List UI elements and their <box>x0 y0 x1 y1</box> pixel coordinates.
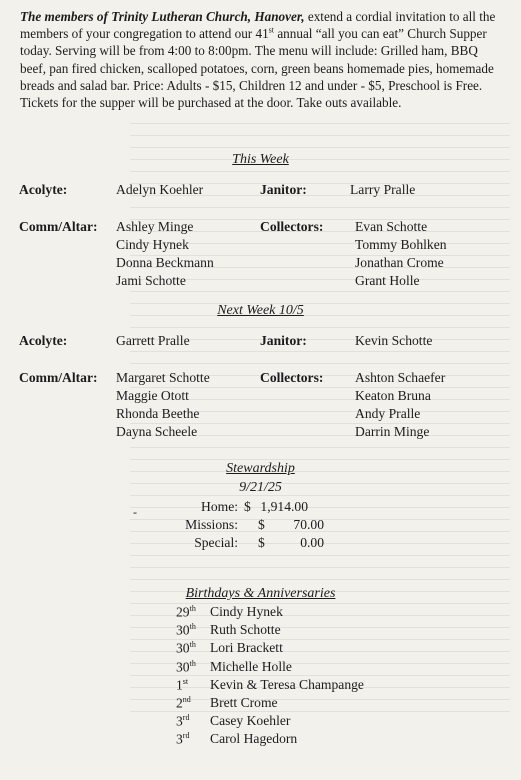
list-item: Grant Holle <box>355 273 420 288</box>
acolyte-label: Acolyte: <box>19 182 68 197</box>
currency-symbol: $ <box>258 517 265 532</box>
list-item: Donna Beckmann <box>116 255 214 270</box>
stewardship-amount: 0.00 <box>300 535 324 550</box>
this-week-heading: This Week <box>232 152 289 167</box>
janitor-label: Janitor: <box>260 182 307 197</box>
list-item: Cindy Hynek <box>116 237 189 252</box>
invitation-lead: The members of Trinity Lutheran Church, Hanover, <box>20 9 305 24</box>
invitation-text-b: annual “all you can eat” Church Supper today. Serving will be from 4:00 to 8:00pm. The menu will include: Grilled ham, BBQ beef, pan fired chicken, scalloped potatoes, corn, green beans homemade pies, homemade breads and salad bar. Price: Adults - $15, Children 12 and under - $5, Preschool is Free. Tickets for the supper will be purchased at the door. Take outs available. <box>20 26 494 111</box>
comm-altar-list <box>116 369 210 441</box>
day-number: 2nd <box>176 694 191 711</box>
stewardship-label: Special: <box>194 535 238 550</box>
comm-altar-label: Comm/Altar: <box>19 219 98 234</box>
acolyte-name: Garrett Pralle <box>116 333 190 348</box>
collectors-label: Collectors: <box>260 370 324 385</box>
list-item: Ashley Minge <box>116 219 194 234</box>
currency-symbol: $ <box>258 535 265 550</box>
list-item: Margaret Schotte <box>116 370 210 385</box>
person-name: Brett Crome <box>210 694 278 710</box>
acolyte-label: Acolyte: <box>19 333 68 348</box>
next-week-heading: Next Week 10/5 <box>217 303 304 318</box>
acolyte-name: Adelyn Koehler <box>116 182 204 197</box>
invitation-text-a: extend a cordial invitation to all the members of your congregation to attend our 41 <box>20 9 496 42</box>
stewardship-amount: 1,914.00 <box>260 499 308 514</box>
day-number: 3rd <box>176 731 190 747</box>
list-item: Darrin Minge <box>355 424 430 439</box>
list-item: Andy Pralle <box>355 406 421 421</box>
person-name: Cindy Hynek <box>210 604 283 619</box>
person-name: Carol Hagedorn <box>210 731 298 747</box>
stewardship-date: 9/21/25 <box>239 480 282 495</box>
comm-altar-list <box>116 218 214 290</box>
person-name: Michelle Holle <box>210 658 292 674</box>
ordinal-suffix: st <box>268 25 275 35</box>
currency-symbol: $ <box>244 499 251 514</box>
collectors-list <box>355 218 447 290</box>
comm-altar-label: Comm/Altar: <box>19 370 98 385</box>
list-item: Tommy Bohlken <box>355 237 447 252</box>
birthdays-heading: Birthdays & Anniversaries <box>185 586 336 601</box>
stewardship-label: Missions: <box>185 517 238 532</box>
list-item: Keaton Bruna <box>355 388 431 403</box>
list-item: Jonathan Crome <box>355 255 444 270</box>
person-name: Kevin & Teresa Champange <box>210 676 364 692</box>
person-name: Lori Brackett <box>210 640 283 656</box>
day-number: 30th <box>176 622 196 638</box>
list-item: Rhonda Beethe <box>116 406 200 421</box>
janitor-name: Kevin Schotte <box>355 333 433 348</box>
collectors-label: Collectors: <box>260 219 324 234</box>
list-item: Ashton Schaefer <box>355 370 446 385</box>
supper-invitation <box>20 8 504 111</box>
collectors-list <box>355 369 445 441</box>
day-number: 30th <box>176 640 196 656</box>
day-number: 29th <box>176 604 196 620</box>
list-item: Dayna Scheele <box>116 424 198 439</box>
stewardship-amount: 70.00 <box>293 517 324 532</box>
janitor-name: Larry Pralle <box>350 182 416 197</box>
day-number: 30th <box>176 658 196 675</box>
list-item: Jami Schotte <box>116 273 186 288</box>
list-item: Evan Schotte <box>355 219 428 234</box>
day-number: 3rd <box>176 713 190 729</box>
janitor-label: Janitor: <box>260 333 307 348</box>
person-name: Ruth Schotte <box>210 622 281 638</box>
stray-mark: - <box>133 505 137 519</box>
stewardship-heading: Stewardship <box>226 461 295 476</box>
stewardship-label: Home: <box>201 499 238 514</box>
list-item: Maggie Otott <box>116 388 189 403</box>
day-number: 1st <box>176 676 189 693</box>
person-name: Casey Koehler <box>210 713 291 729</box>
